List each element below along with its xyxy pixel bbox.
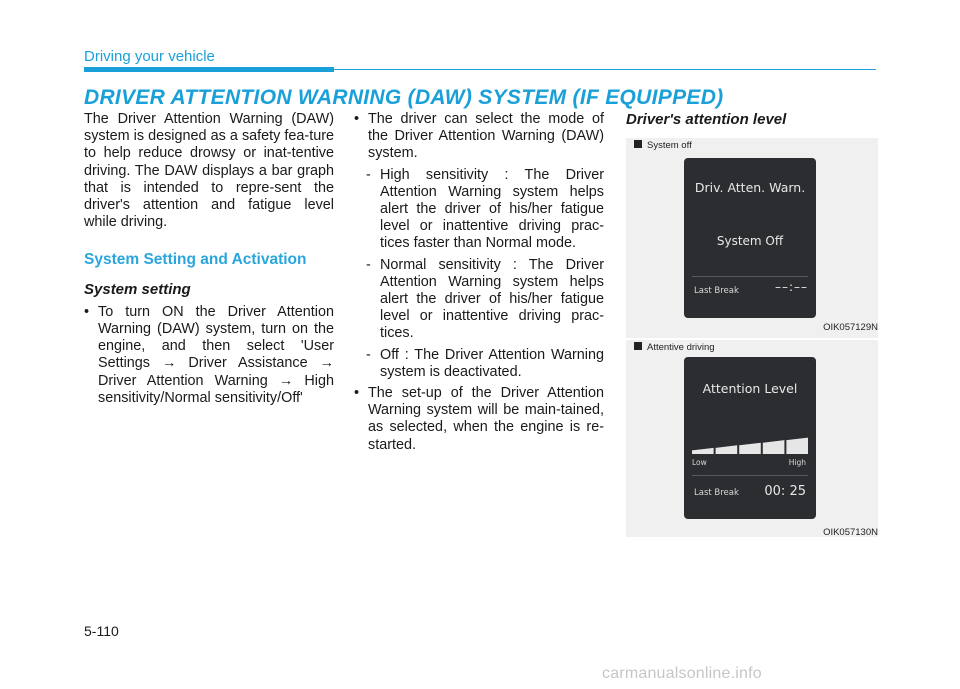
attention-bar-segment xyxy=(692,448,714,454)
figure-code: OIK057130N xyxy=(823,527,878,538)
header-rule-thin xyxy=(334,69,876,70)
figure-caption xyxy=(634,140,692,151)
option-text: Off : The Driver Attention Warning system is deactivated. xyxy=(380,346,604,380)
attention-bar-segment xyxy=(739,443,761,454)
option-off xyxy=(354,347,604,381)
dash-mark: - xyxy=(366,346,371,363)
figure-caption-text: Attentive driving xyxy=(647,342,715,353)
figure-code: OIK057129N xyxy=(823,322,878,333)
last-break-label: Last Break xyxy=(694,488,739,498)
dash-mark: - xyxy=(366,166,371,183)
bullet-turn-on: • To turn ON the Driver Attention Warning (DAW) system, turn on the engine, and then select 'User Settings → Driver Assistance → Driver Attention Warning → High sensitivity/Normal sensitivity/Off' xyxy=(84,304,334,407)
display-status: System Off xyxy=(716,234,784,248)
subsection-title: System Setting and Activation xyxy=(84,251,307,269)
display-title: Driv. Atten. Warn. xyxy=(694,180,806,195)
display-divider xyxy=(692,475,808,476)
watermark: carmanualsonline.info xyxy=(602,665,762,682)
low-label: Low xyxy=(692,458,707,467)
cluster-display xyxy=(684,357,816,519)
square-bullet-icon xyxy=(634,342,642,350)
display-divider xyxy=(692,276,808,277)
option-text: Normal sensitivity : The Driver Attention Warning system helps alert the driver of his/her fatigue level or inattentive driving prac-tices. xyxy=(380,256,604,342)
square-bullet-icon xyxy=(634,140,642,148)
attention-bar-segment xyxy=(716,445,738,454)
figure-attentive-driving xyxy=(626,340,878,537)
attention-bar-segment xyxy=(786,438,808,454)
figure-caption xyxy=(634,342,715,353)
intro-paragraph: The Driver Attention Warning (DAW) system is designed as a safety fea-ture to help reduce drowsy or inat-tentive driving. The DAW displays a bar graph that is intended to repre-sent the driver's attention and fatigue level while driving. xyxy=(84,111,334,231)
high-label: High xyxy=(788,458,806,467)
last-break-value: 00: 25 xyxy=(764,484,806,499)
page-title: DRIVER ATTENTION WARNING (DAW) SYSTEM (IF EQUIPPED) xyxy=(84,86,724,109)
last-break-label: Last Break xyxy=(694,286,739,296)
section-label: Driving your vehicle xyxy=(84,48,215,65)
figure-caption-text: System off xyxy=(647,140,692,151)
option-normal-sensitivity xyxy=(354,257,604,343)
attention-bar-segment xyxy=(763,440,785,454)
subheading-system-setting: System setting xyxy=(84,280,191,298)
header-rule-thick xyxy=(84,67,334,72)
left-column xyxy=(84,111,334,407)
attention-level-heading: Driver's attention level xyxy=(626,111,787,128)
cluster-display xyxy=(684,158,816,318)
attention-level-bar-graph xyxy=(692,434,808,454)
dash-mark: - xyxy=(366,256,371,273)
option-high-sensitivity xyxy=(354,167,604,253)
bullet-select-mode: • The driver can select the mode of the Driver Attention Warning (DAW) system. xyxy=(354,111,604,163)
bullet-setup-maintained: • The set-up of the Driver Attention Warning system will be main-tained, as selected, when the engine is re-started. xyxy=(354,385,604,454)
last-break-value: ––:–– xyxy=(774,280,808,294)
middle-column xyxy=(354,111,604,454)
figure-system-off xyxy=(626,138,878,338)
option-text: High sensitivity : The Driver Attention Warning system helps alert the driver of his/her fatigue level or inattentive driving prac-tices faster than Normal mode. xyxy=(380,166,604,252)
page-number: 5-110 xyxy=(84,623,119,639)
display-title: Attention Level xyxy=(702,381,798,396)
